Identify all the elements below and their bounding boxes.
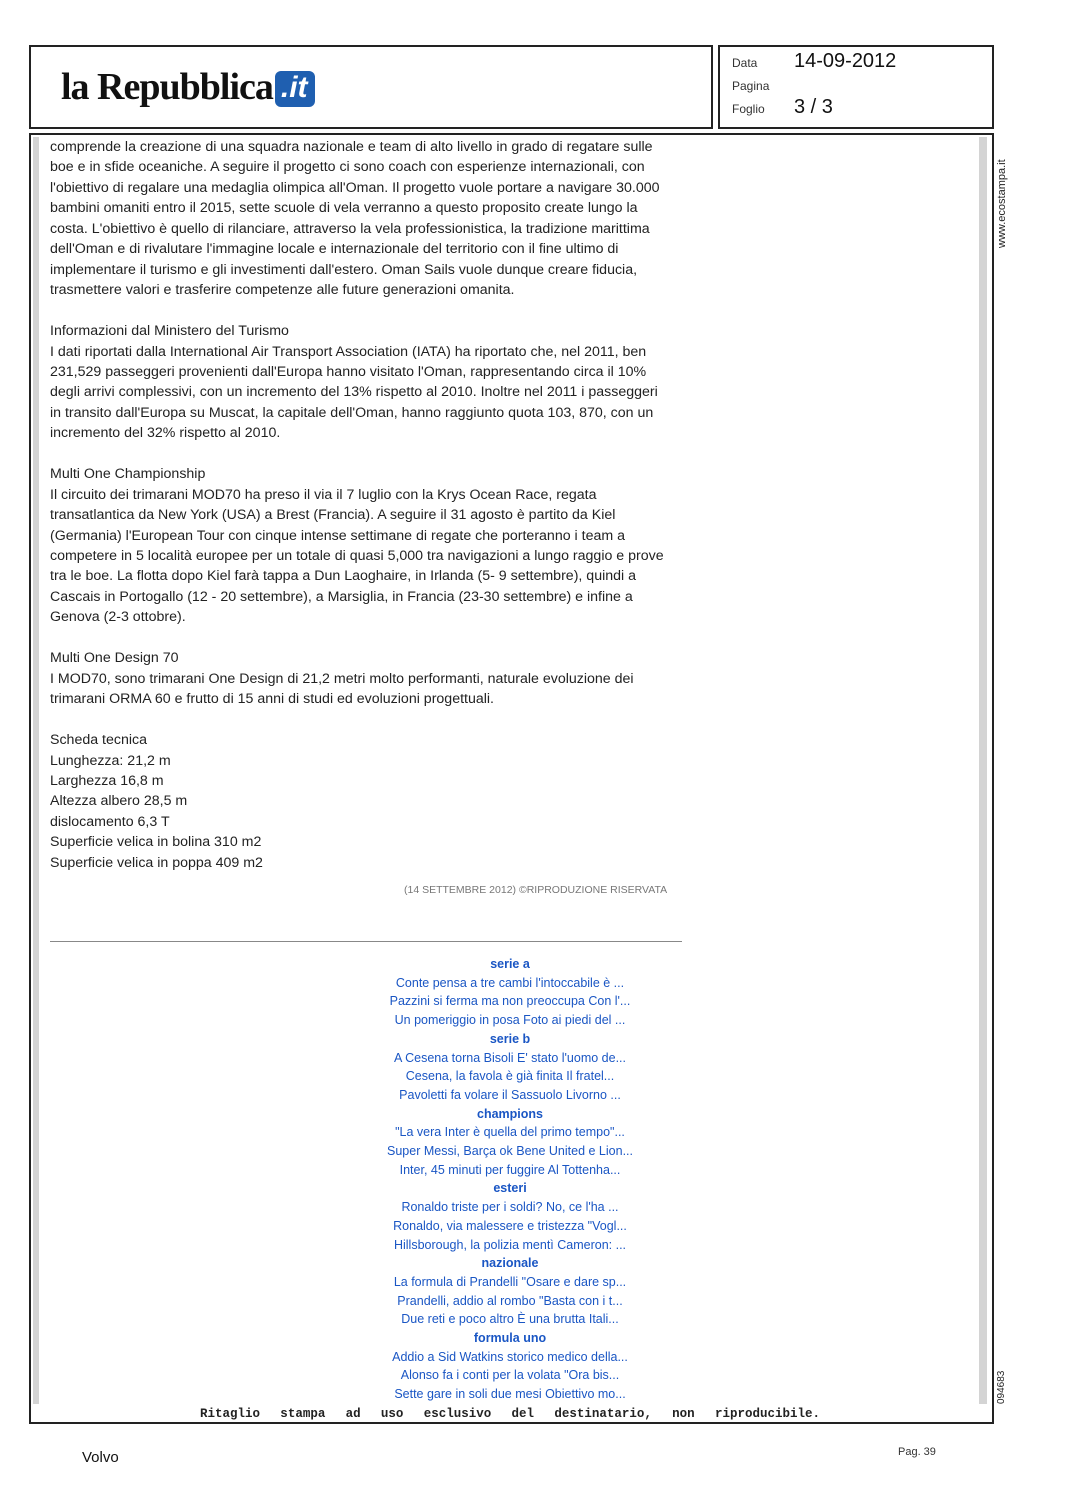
page-number: Pag. 39 [898,1446,936,1458]
text-line: transatlantica da New York (USA) a Brest (Francia). A seguire il 31 agosto è partito da Kiel [50,507,616,524]
related-link[interactable]: Super Messi, Barça ok Bene United e Lion... [387,1144,633,1159]
text-line: comprende la creazione di una squadra nazionale e team di alto livello in grado di regatare sulle [50,139,653,155]
text-line: Cascais in Portogallo (12 - 20 settembre), a Marsiglia, in Francia (23-30 settembre) e infine a [50,588,633,605]
spec-line: Lunghezza: 21,2 m [50,752,171,769]
category-serie-b: serie b [489,1031,531,1046]
right-scroll-strip [979,137,987,1404]
text-line: I dati riportati dalla International Air Transport Association (IATA) ha riportato che, nel 2011, ben [50,343,647,360]
text-line: bambini omaniti entro il 2015, sette scuole di vela verranno a questo proposito create lungo la [50,200,638,217]
article-paragraph-design [50,648,690,709]
masthead-box [29,45,713,129]
related-link[interactable]: Cesena, la favola è già finita Il fratel... [405,1069,615,1084]
text-line: Il circuito dei trimarani MOD70 ha preso il via il 7 luglio con la Krys Ocean Race, regata [50,486,597,503]
article-paragraph-championship [50,464,690,628]
section-heading: Scheda tecnica [50,732,148,749]
related-link[interactable]: Inter, 45 minuti per fuggire Al Tottenha... [399,1162,621,1177]
ecostampa-url: www.ecostampa.it [996,159,1008,248]
related-link[interactable]: Addio a Sid Watkins storico medico della... [392,1349,628,1364]
category-serie-a: serie a [490,957,530,971]
category-nazionale: nazionale [481,1256,539,1271]
related-link[interactable]: Ronaldo triste per i soldi? No, ce l'ha ... [401,1200,619,1215]
sheet-label: Foglio [732,102,765,116]
date-label: Data [732,56,758,70]
related-link[interactable]: Due reti e poco altro È una brutta Itali... [401,1312,619,1327]
spec-line: dislocamento 6,3 T [50,813,170,830]
related-link[interactable]: A Cesena torna Bisoli E' stato l'uomo de... [394,1050,626,1065]
text-line: costa. L'obiettivo è quello di rilanciare, attraverso la vela professionistica, la tradizione marittima [50,220,650,237]
text-line: (Germania) l'European Tour con cinque intense settimane di regate che porteranno i team a [50,527,626,544]
article-tech-specs [50,730,690,873]
related-link[interactable]: Sette gare in soli due mesi Obiettivo mo... [394,1387,626,1402]
text-line: in transito dall'Europa su Muscat, la capitale dell'Oman, hanno raggiunto quota 103, 870, con un [50,404,654,421]
spec-line: Altezza albero 28,5 m [50,793,188,810]
section-heading: Multi One Design 70 [50,650,179,667]
sheet-value: 3 / 3 [794,96,833,118]
article-paragraph-oman-sails [50,137,690,301]
spec-line: Superficie velica in poppa 409 m2 [50,854,263,871]
logo-suffix: .it [275,71,315,107]
related-link[interactable]: Prandelli, addio al rombo "Basta con i t... [397,1293,623,1308]
category-champions: champions [477,1106,543,1121]
category-esteri: esteri [493,1181,527,1196]
text-line: incremento del 32% rispetto al 2010. [50,425,281,442]
text-line: 231,529 passeggeri provenienti dall'Europa hanno visitato l'Oman, rappresentando circa il 10% [50,363,647,380]
copyright-notice: (14 SETTEMBRE 2012) ©RIPRODUZIONE RISERVATA [404,884,668,896]
spec-line: Superficie velica in bolina 310 m2 [50,834,262,851]
related-link[interactable]: "La vera Inter è quella del primo tempo"... [395,1125,625,1140]
related-link[interactable]: Pazzini si ferma ma non preoccupa Con l'... [389,994,631,1009]
left-scroll-strip [33,137,39,1404]
logo-text: la Repubblica [61,66,273,108]
related-link[interactable]: Hillsborough, la polizia mentì Cameron: ... [393,1237,627,1252]
article-paragraph-tourism [50,321,690,444]
related-link[interactable]: Pavoletti fa volare il Sassuolo Livorno ... [399,1087,621,1102]
category-formula-uno: formula uno [473,1331,547,1346]
text-line: dell'Oman e di rivalutare l'immagine locale e internazionale del territorio con il fine ultimo di [50,241,619,258]
related-link[interactable]: Ronaldo, via malessere e tristezza "Vogl... [393,1218,627,1233]
article-body [50,137,690,894]
text-line: l'obiettivo di regalare una medaglia olimpica all'Oman. Il progetto vuole portare a navigare 30.000 [50,179,660,196]
divider [50,941,682,942]
section-heading: Multi One Championship [50,466,206,483]
related-link[interactable]: Conte pensa a tre cambi l'intoccabile è ... [395,975,625,990]
la-repubblica-logo [61,65,315,109]
text-line: trimarani ORMA 60 e frutto di 15 anni di studi ed evoluzioni progettuali. [50,691,494,708]
usage-notice: Ritaglio stampa ad uso esclusivo del destinatario, non riproducibile. [200,1407,820,1421]
text-line: Genova (2-3 ottobre). [50,609,186,626]
text-line: competere in 5 località europee per un totale di quasi 5,000 tra navigazioni a lungo raggio e prove [50,548,664,565]
related-link[interactable]: La formula di Prandelli "Osare e dare sp... [393,1274,627,1289]
section-heading: Informazioni dal Ministero del Turismo [50,323,289,340]
clipping-code: 094683 [996,1370,1007,1404]
text-line: boe e in sfide oceaniche. A seguire il progetto ci sono coach con esperienze internazionali, con [50,159,645,176]
text-line: implementare il turismo e gli investimenti dall'estero. Oman Sails vuole dunque creare fiducia, [50,261,638,278]
spec-line: Larghezza 16,8 m [50,772,164,789]
page-label: Pagina [732,79,770,93]
text-line: I MOD70, sono trimarani One Design di 21,2 metri molto performanti, naturale evoluzione dei [50,670,634,687]
related-link[interactable]: Un pomeriggio in posa Foto ai piedi del ... [394,1013,626,1028]
publication-meta-box [718,45,994,129]
text-line: trasmettere valori e trasferire competenze alle future generazioni omanita. [50,282,515,299]
text-line: degli arrivi complessivi, con un incremento del 13% rispetto al 2010. Inoltre nel 2011 i passeggeri [50,384,658,401]
date-value: 14-09-2012 [794,50,897,72]
related-link[interactable]: Alonso fa i conti per la volata "Ora bis... [400,1368,620,1383]
client-name: Volvo [82,1449,119,1466]
related-links [340,955,680,1404]
text-line: tra le boe. La flotta dopo Kiel farà tappa a Dun Laoghaire, in Irlanda (5- 9 settembre), quindi a [50,568,636,585]
